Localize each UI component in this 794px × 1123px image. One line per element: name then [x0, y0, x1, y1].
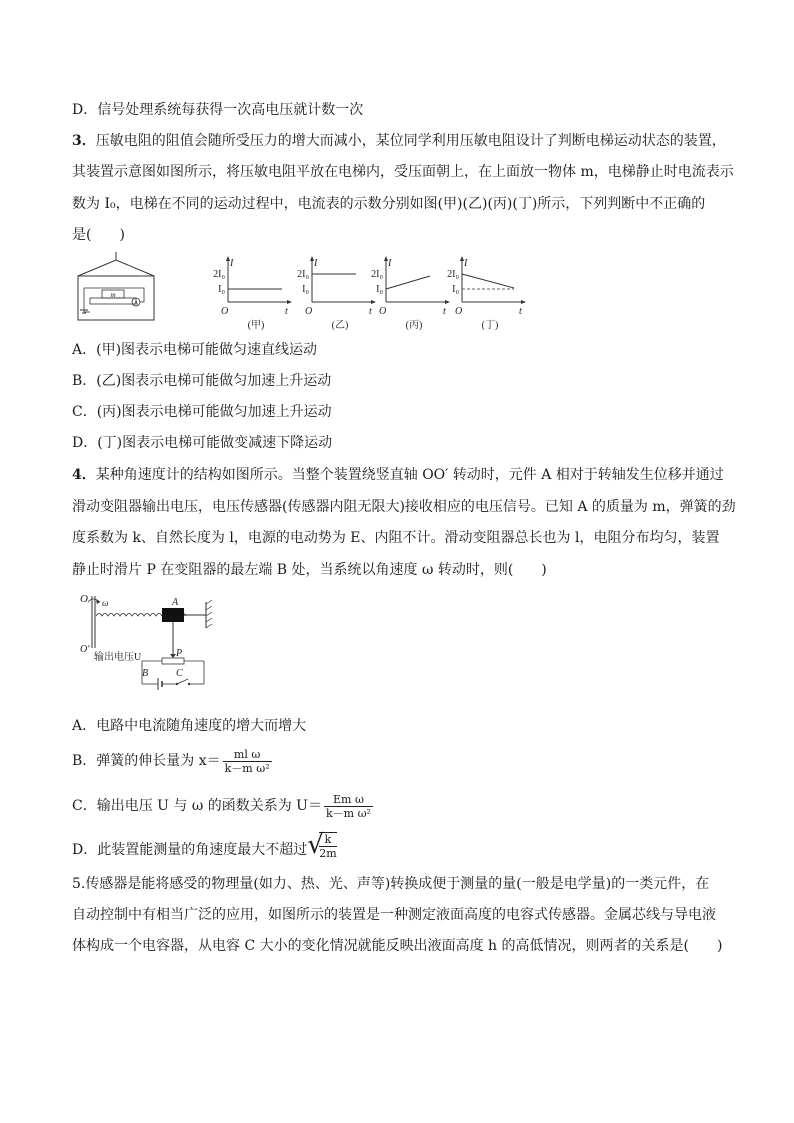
- graph-ding-origin: O: [455, 306, 463, 317]
- q4-option-d-sqrt: √ $\frac{k}{2m}$: [307, 830, 337, 860]
- fig-label-a: A: [172, 597, 179, 608]
- graph-ding-x-label: t: [519, 306, 522, 317]
- graph-ding-y-label: I: [464, 258, 468, 269]
- graph-yi-x-label: t: [369, 306, 372, 317]
- graph-yi-caption: (乙): [331, 320, 349, 331]
- fig-label-o-top: O: [80, 593, 88, 605]
- q3-option-d: D．(丁)图表示电梯可能做变减速下降运动: [72, 435, 333, 451]
- q3-line-3: 数为 I₀，电梯在不同的运动过程中，电流表的示数分别如图(甲)(乙)(丙)(丁)所示，下列判断中不正确的: [72, 196, 706, 212]
- q4-option-b: [72, 746, 272, 776]
- q5-line-1: 5.传感器是能将感受的物理量(如力、热、光、声等)转换成便于测量的量(一般是电学量)的一类元件，在: [72, 876, 710, 892]
- q5-line-2: 自动控制中有相当广泛的应用，如图所示的装置是一种测定液面高度的电容式传感器。金属芯线与导电液: [72, 907, 716, 923]
- graph-bing-y-label: I: [388, 258, 392, 269]
- graph-jia-i0-tick: I₀: [218, 284, 225, 295]
- graph-ding-line: [462, 274, 514, 288]
- q4-option-b-numerator: ml ω: [223, 748, 272, 762]
- q4-option-d-numerator: k: [324, 833, 332, 846]
- fig-label-omega: ω: [102, 598, 109, 608]
- graph-jia: [212, 256, 296, 332]
- q4-option-c-prefix: C．输出电压 U 与 ω 的函数关系为 U＝: [72, 798, 322, 814]
- graph-jia-y-label: I: [230, 258, 234, 269]
- fig-label-c: C: [176, 668, 183, 679]
- device-mass-label: m: [110, 291, 116, 299]
- q3-option-c: C．(丙)图表示电梯可能做匀加速上升运动: [72, 404, 332, 420]
- graph-bing-2i0-tick: 2I₀: [371, 269, 383, 280]
- angular-speed-meter-figure: [76, 590, 226, 690]
- graph-ding: [446, 256, 530, 332]
- graph-ding-caption: (丁): [481, 320, 499, 331]
- q3-number: 3．: [72, 133, 96, 149]
- graph-bing: [370, 256, 454, 332]
- q4-option-c-denominator: k－m ω²: [325, 806, 371, 820]
- q4-option-c-fraction: [324, 793, 373, 820]
- q3-line-4: 是( ): [72, 227, 125, 243]
- q4-option-b-prefix: B．弹簧的伸长量为 x＝: [72, 753, 221, 769]
- fig-label-p: P: [176, 648, 183, 659]
- q4-option-d: [72, 832, 337, 868]
- graph-ding-2i0-tick: 2I₀: [447, 269, 459, 280]
- fig-label-output-voltage: 输出电压U: [94, 652, 142, 663]
- q4-number: 4．: [72, 467, 96, 483]
- q4-line-2: 滑动变阻器输出电压，电压传感器(传感器内阻无限大)接收相应的电压信号。已知 A 的质量为 m，弹簧的劲: [72, 499, 736, 515]
- graph-bing-caption: (丙): [405, 320, 423, 331]
- q4-option-d-prefix: D．此装置能测量的角速度最大不超过: [72, 842, 308, 858]
- q4-option-b-denominator: k－m ω²: [224, 761, 270, 775]
- fig-label-o-bottom: O′: [80, 644, 90, 655]
- graph-bing-i0-tick: I₀: [376, 284, 383, 295]
- q4-option-a: A．电路中电流随角速度的增大而增大: [72, 718, 307, 734]
- graph-yi-y-label: I: [314, 258, 318, 269]
- q5-line-3: 体构成一个电容器，从电容 C 大小的变化情况就能反映出液面高度 h 的高低情况，则两者的关系是( ): [72, 938, 723, 954]
- graph-yi-i0-tick: I₀: [302, 284, 309, 295]
- fig-label-b: B: [142, 668, 149, 679]
- q3-option-b: B．(乙)图表示电梯可能做匀加速上升运动: [72, 373, 332, 389]
- element-a-block: [162, 608, 184, 622]
- graph-jia-caption: (甲): [247, 320, 265, 331]
- q4-option-b-fraction: [223, 748, 272, 775]
- q4-line-3: 度系数为 k、自然长度为 l，电源的电动势为 E、内阻不计。滑动变阻器总长也为 l，电阻分布均匀，装置: [72, 530, 720, 546]
- q2-option-d: D．信号处理系统每获得一次高电压就计数一次: [72, 102, 364, 118]
- q3-line-2: 其装置示意图如图所示，将压敏电阻平放在电梯内，受压面朝上，在上面放一物体 m，电梯静止时电流表示: [72, 164, 734, 180]
- q4-line-1: [72, 465, 724, 485]
- graph-bing-line: [386, 276, 430, 289]
- q4-option-d-denominator: 2m: [319, 847, 337, 860]
- q4-option-c-numerator: Em ω: [324, 793, 373, 807]
- graph-jia-x-label: t: [285, 306, 288, 317]
- elevator-device-figure: [74, 252, 158, 324]
- graph-yi-origin: O: [305, 306, 313, 317]
- q4-text-1: 某种角速度计的结构如图所示。当整个装置绕竖直轴 OO′ 转动时，元件 A 相对于转轴发生位移并通过: [95, 467, 724, 483]
- q3-option-a: A．(甲)图表示电梯可能做匀速直线运动: [72, 342, 318, 358]
- graph-bing-x-label: t: [443, 306, 446, 317]
- graph-yi: [296, 256, 380, 332]
- switch-icon: [177, 679, 188, 684]
- q3-text-1: 压敏电阻的阻值会随所受压力的增大而减小，某位同学利用压敏电阻设计了判断电梯运动状态的装置，: [95, 133, 726, 149]
- graph-ding-i0-tick: I₀: [452, 284, 459, 295]
- graph-bing-origin: O: [379, 306, 387, 317]
- ammeter-label: A: [133, 300, 139, 307]
- q4-option-c: [72, 791, 373, 821]
- q4-line-4: 静止时滑片 P 在变阻器的最左端 B 处，当系统以角速度 ω 转动时，则( ): [72, 562, 547, 578]
- q3-line-1: [72, 131, 726, 151]
- graph-jia-2i0-tick: 2I₀: [213, 269, 225, 280]
- graph-yi-2i0-tick: 2I₀: [297, 269, 309, 280]
- graph-jia-origin: O: [221, 306, 229, 317]
